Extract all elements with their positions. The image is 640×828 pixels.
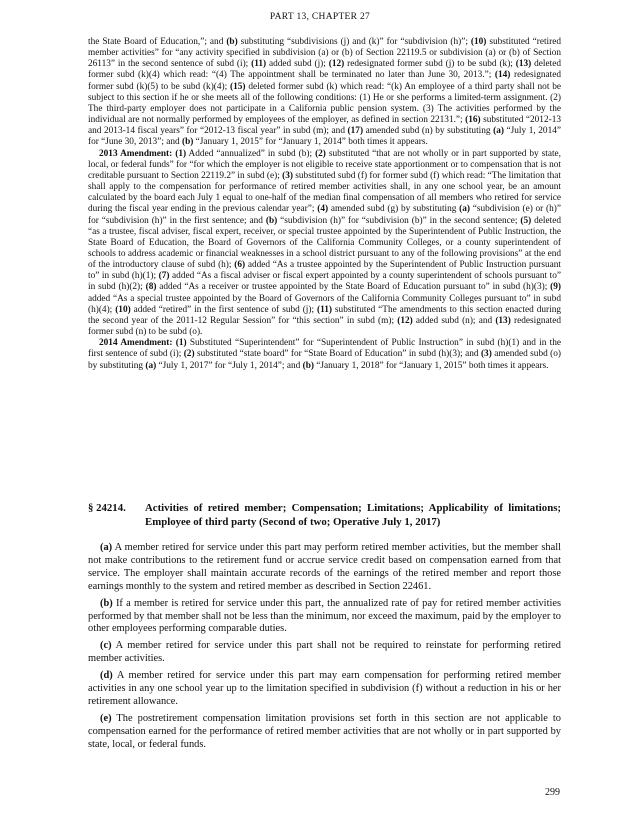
history-bold-marker: (a) (459, 204, 470, 215)
history-bold-marker: (14) (494, 70, 511, 81)
history-bold-marker: (2) (183, 349, 195, 360)
subdivision-text: A member retired for service under this part may perform retired member activities, but the member shall not make contributions to the retirement fund or accrue service credit based on compensation earned from that service. The employer shall maintain accurate records of the earnings of the retired member and report those earnings monthly to the system and retired member as described in Section 22461. (88, 542, 561, 592)
history-bold-marker: (13) (495, 315, 511, 326)
history-text: Added “annualized” in subd (b); (186, 148, 316, 159)
subdivision-text: A member retired for service under this part shall not be required to reinstate for performing retired member activities. (88, 640, 561, 665)
history-text: added “As a receiver or trustee appointed by the State Board of Education pursuant to” in subd (h)(3); (156, 282, 551, 293)
history-bold-marker: (a) (145, 360, 157, 371)
history-text: substituting “subdivisions (j) and (k)” for “subdivision (h)”; (237, 37, 471, 47)
section-heading (88, 502, 561, 529)
history-text: redesignated former subd (k)(5) to be subd (k)(4); (88, 70, 561, 92)
history-text: amended subd (g) by substituting (328, 204, 460, 215)
subdivision-label: (b) (100, 597, 113, 609)
subdivision-label: (e) (100, 712, 112, 724)
subdivision-a (88, 542, 561, 594)
running-head: PART 13, CHAPTER 27 (269, 12, 371, 22)
history-bold-marker: (b) (181, 137, 194, 148)
statute-section (88, 502, 561, 756)
history-bold-marker: (10) (470, 37, 487, 47)
history-text: the State Board of Education,”; and (88, 37, 227, 47)
history-text: deleted former subd (k)(4) which read: “(4) The appointment shall be terminated no later than June 30, 2013.”; (88, 59, 561, 81)
history-bold-marker: (17) (347, 126, 364, 137)
history-bold-marker: (11) (317, 304, 332, 315)
history-text: deleted former subd (k) which read: “(k) An employee of a third party shall not be subject to this section if he or she meets all of the following conditions: (1) He or she performs a limited-term assignment. (2) The third-party employer does not participate in a California public pension system. (3) The activities performed by the individual are not normally performed by employees of the employer, as defined in section 22131.”; (88, 81, 561, 126)
history-bold-marker: (9) (550, 282, 561, 293)
history-bold-marker: (12) (328, 59, 345, 70)
history-bold-marker: (b) (226, 37, 238, 47)
history-text: substituted subd (f) for former subd (f) which read: “The limitation that shall apply to the compensation for performance of retired member activities shall, in any one school year, be an amount calculated by the board each July 1 equal to one-half of the median final compensation of all members who retired for service during the fiscal year ending in the previous calendar year”; (88, 170, 561, 215)
history-bold-marker: (5) (520, 215, 532, 226)
history-text: substituted “2012-13 and 2013-14 fiscal years” for “2012-13 fiscal year” in subd (m); and (88, 115, 561, 137)
history-bold-marker: (b) (265, 215, 278, 226)
history-text: added subd (j); (266, 59, 329, 70)
history-bold-marker: (a) (493, 126, 504, 137)
history-text: substituted “retired member activities” for “any activity specified in subdivision (a) or (b) of Section 22119.5 or subdivision (a) or (b) of Section 26113” in the second sentence of subd (i); (88, 37, 561, 70)
history-text: Substituted “Superintendent” for “Superintendent of Public Instruction” in subd (h)(1) and in the first sentence of subd (i); (88, 338, 561, 360)
section-body (88, 542, 561, 752)
subdivision-label: (d) (100, 670, 113, 682)
subdivision-text: A member retired for service under this part may earn compensation for performing retired member activities in any one school year up to the limitation specified in subdivision (f) without a reduction in his or her retirement allowance. (88, 670, 561, 707)
history-bold-marker: (15) (230, 81, 246, 92)
history-notes (88, 37, 561, 372)
subdivision-c (88, 640, 561, 666)
history-text: added “As a trustee appointed by the Superintendent of Public Instruction pursuant to” in subd (h)(1); (88, 260, 562, 282)
subdivision-e (88, 713, 561, 752)
history-text: redesignated former subd (n) to be subd (o). (88, 315, 561, 338)
history-text: substituted “state board” for “State Board of Education” in subd (h)(3); and (194, 349, 481, 360)
history-text: added “retired” in the first sentence of subd (j); (130, 304, 318, 315)
subdivision-label: (c) (100, 640, 112, 652)
subdivision-b (88, 598, 561, 637)
history-bold-marker: (16) (465, 115, 481, 126)
history-paragraph-2012 (88, 37, 561, 149)
history-bold-marker: (3) (282, 170, 293, 181)
history-text: “subdivision (h)” for “subdivision (b)” in the second sentence; (277, 215, 521, 226)
history-paragraph-2013-amendment (88, 149, 561, 339)
history-text: substituted “The amendments to this section enacted during the second year of the 2011-12 Regular Session” for “this section” in subd (m); (88, 304, 562, 326)
history-text: “January 1, 2015” for “January 1, 2014” both times it appears. (193, 137, 428, 148)
history-text: added “As a special trustee appointed by the Board of Governors of the California Community Colleges pursuant to” in subd (h)(4); (88, 293, 561, 315)
history-bold-marker: (6) (234, 260, 246, 271)
history-bold-marker: 2013 Amendment: (1) (99, 148, 187, 159)
subdivision-d (88, 670, 561, 709)
history-paragraph-2014-amendment (88, 338, 561, 371)
history-text: redesignated former subd (j) to be subd (k); (344, 59, 516, 70)
subdivision-text: The postretirement compensation limitation provisions set forth in this section are not applicable to compensation earned for the performance of retired member activities that are not wholly or in part supported by state, local, or federal funds. (88, 712, 561, 750)
history-text: deleted “as a trustee, fiscal adviser, fiscal expert, receiver, or special trustee appointed by the Superintendent of Public Instruction, the State Board of Education, the Board of Governors of the California Community Colleges, or a county superintendent of schools to address academic or financial weaknesses in a school district pursuant to any of the following provisions” at the end of the introductory clause of subd (h); (88, 215, 561, 271)
history-text: “July 1, 2017” for “July 1, 2014”; and (156, 360, 303, 371)
history-bold-marker: (8) (145, 282, 157, 293)
subdivision-label: (a) (100, 542, 113, 553)
page-number: 299 (545, 787, 560, 798)
history-bold-marker: (2) (315, 148, 326, 159)
history-bold-marker: (12) (397, 315, 413, 326)
subdivision-text: If a member is retired for service under this part, the annualized rate of pay for retired member activities performed by that member shall not be less than the minimum, nor exceed the maximum, paid by the employer to other employees performing comparable duties. (88, 597, 561, 635)
history-bold-marker: (7) (158, 271, 170, 282)
history-bold-marker: (4) (317, 204, 329, 215)
history-bold-marker: 2014 Amendment: (1) (99, 338, 187, 349)
history-bold-marker: (b) (302, 360, 314, 371)
history-text: “July 1, 2014” for “June 30, 2013”; and (88, 126, 561, 148)
section-number: § 24214. (88, 502, 126, 514)
section-title: Activities of retired member; Compensation; Limitations; Applicability of limitations; Employee of third party (Second of two; Operative July 1, 2017) (145, 502, 561, 528)
history-text: added subd (n); and (412, 315, 496, 326)
history-bold-marker: (11) (251, 59, 267, 70)
history-text: “January 1, 2018” for “January 1, 2015” both times it appears. (313, 360, 549, 371)
history-text: “subdivision (e) or (h)” for “subdivision (h)” in the first sentence; and (88, 204, 561, 226)
history-text: substituted “that are not wholly or in part supported by state, local, or federal funds” for “for which the employer is not eligible to receive state apportionment or to compensation that is not creditable pursuant to Section 22119.2” in subd (e); (88, 148, 561, 181)
history-text: amended subd (o) by substituting (88, 349, 561, 371)
history-text: added “As a fiscal adviser or fiscal expert appointed by a county superintendent of schools pursuant to” in subd (h)(2); (88, 271, 561, 293)
history-bold-marker: (13) (515, 59, 532, 70)
history-bold-marker: (3) (480, 349, 492, 360)
history-bold-marker: (10) (115, 304, 131, 315)
history-text: amended subd (n) by substituting (363, 126, 494, 137)
